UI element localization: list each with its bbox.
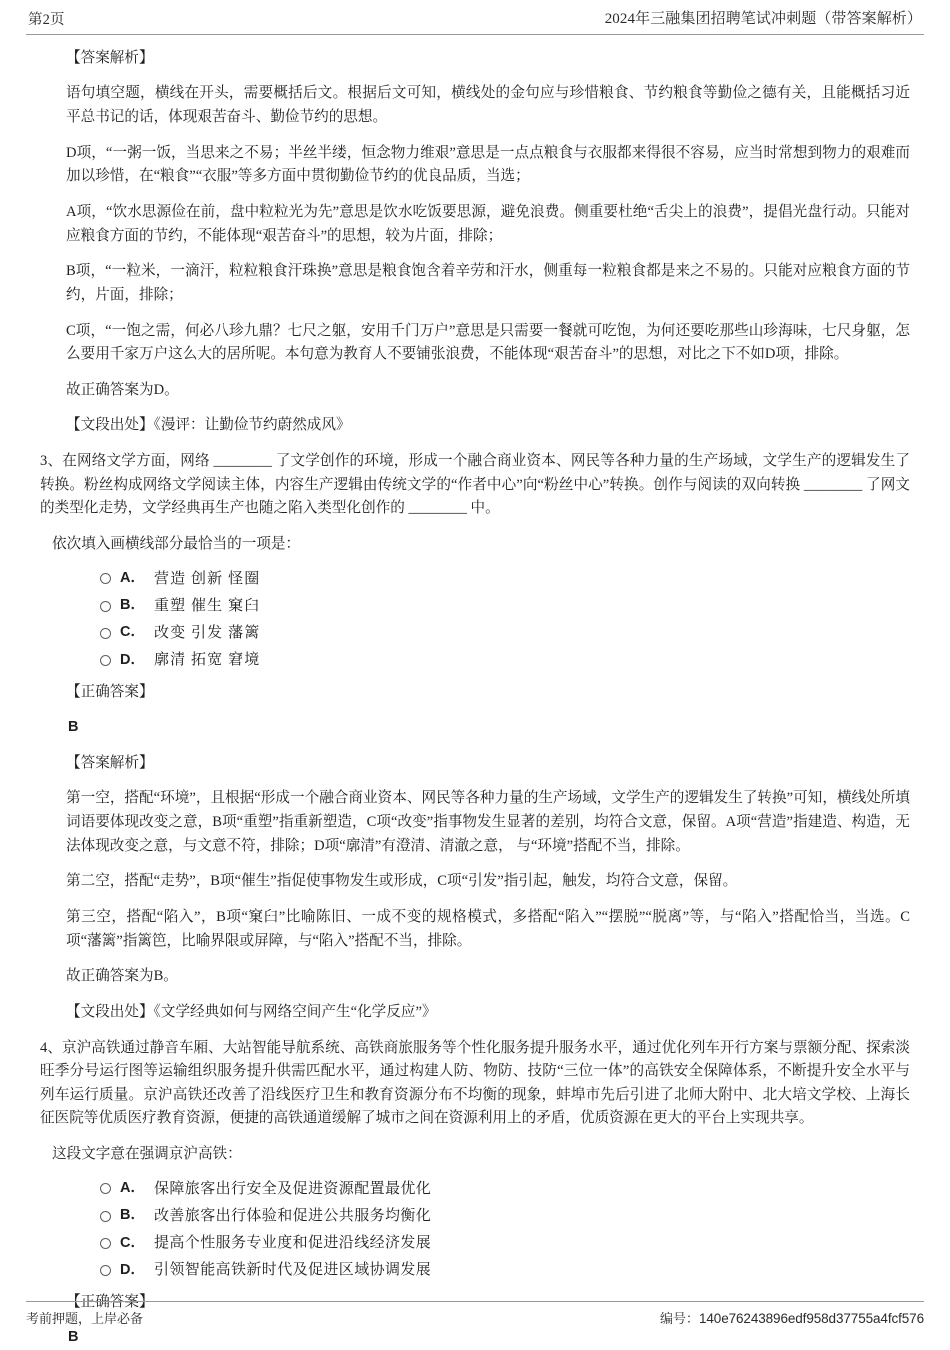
q4-stem: 4、京沪高铁通过静音车厢、大站智能导航系统、高铁商旅服务等个性化服务提升服务水平，通过优化列车开行方案与票额分配、探索淡旺季分号运行图等运输组织服务提升供需匹配水平，通过构建人防、物防、技防“三位一体”的高铁安全保障体系，不断提升安全水平与列车运行质量。京沪高铁还改善了沿线医疗卫生和教育资源分布不均衡的现象，蚌埠市先后引进了北师大附中、北大培文学校、上海长征医院等优质医疗教育资源，便捷的高铁通道缓解了城市之间在资源利用上的矛盾，优质资源在更大的平台上实现共享。 xyxy=(40,1039,910,1127)
q3-analysis-para1: 第一空，搭配“环境”，且根据“形成一个融合商业资本、网民等各种力量的生产场域，文学生产的逻辑发生了转换”可知，横线处所填词语要体现改变之意，B项“重塑”指重新塑造，C项“改变”指事物发生显著的差别，均符合文意，保留。A项“营造”指建造、构造，无法体现改变之意，与文意不符，排除；D项“廓清”有澄清、清澈之意， 与“环境”搭配不当，排除。 xyxy=(66,790,910,854)
q4-option-d-key: D． xyxy=(120,1261,145,1278)
q3-option-b[interactable] xyxy=(100,596,910,616)
q3-option-d[interactable] xyxy=(100,650,910,670)
q3-option-a[interactable] xyxy=(100,569,910,589)
radio-icon[interactable] xyxy=(100,601,111,612)
q4-option-b[interactable] xyxy=(100,1206,910,1226)
q4-option-a-key: A． xyxy=(120,1180,145,1197)
document-content xyxy=(26,35,924,1350)
radio-icon[interactable] xyxy=(100,1265,111,1276)
q2-source xyxy=(40,414,910,438)
q3-analysis-para3: 第三空，搭配“陷入”，B项“窠臼”比喻陈旧、一成不变的规格模式，多搭配“陷入”“摆脱”“脱离”等，与“陷入”搭配恰当，当选。C项“藩篱”指篱笆，比喻界限或屏障，与“陷入”搭配不当，排除。 xyxy=(66,908,910,949)
q2-option-d-analysis: D项，“一粥一饭，当思来之不易；半丝半缕，恒念物力维艰”意思是一点点粮食与衣服都来得很不容易，应当时常想到物力的艰难而加以珍惜，在“粮食”“衣服”等多方面中贯彻勤俭节约的优良品质，当选； xyxy=(66,144,910,185)
q3-source xyxy=(40,1001,910,1025)
q4-question: 这段文字意在强调京沪高铁： xyxy=(52,1146,242,1163)
footer-code-label: 编号： xyxy=(659,1311,699,1326)
q4-option-a[interactable] xyxy=(100,1179,910,1199)
q3-source-title: 《文学经典如何与网络空间产生“化学反应”》 xyxy=(153,1003,437,1020)
q3-option-b-key: B． xyxy=(120,597,145,614)
q4-options xyxy=(40,1179,910,1281)
q4-correct-answer-label: 【正确答案】 xyxy=(66,1293,154,1310)
q4-option-d-text: 引领智能高铁新时代及促进区域协调发展 xyxy=(154,1262,432,1279)
q2-option-b-analysis: B项，“一粒米，一滴汗，粒粒粮食汗珠换”意思是粮食饱含着辛劳和汗水，侧重每一粒粮食都是来之不易的。只能对应粮食方面的节约，片面，排除； xyxy=(66,263,910,303)
q3-conclusion: 故正确答案为B。 xyxy=(66,968,178,985)
page-footer xyxy=(26,1301,924,1327)
q3-option-d-text: 廓清 拓宽 窘境 xyxy=(154,652,261,669)
radio-icon[interactable] xyxy=(100,1183,111,1194)
q3-option-c-key: C． xyxy=(120,624,145,641)
q3-correct-answer-value: B xyxy=(68,719,79,736)
q3-correct-answer-label: 【正确答案】 xyxy=(66,683,154,700)
q3-question: 依次填入画横线部分最恰当的一项是： xyxy=(52,536,301,552)
q3-option-d-key: D． xyxy=(120,651,145,668)
footer-code-value: 140e76243896edf958d37755a4fcf576 xyxy=(698,1311,924,1326)
page-header xyxy=(26,0,924,35)
q2-source-title: 《漫评：让勤俭节约蔚然成风》 xyxy=(153,417,351,434)
radio-icon[interactable] xyxy=(100,573,111,584)
footer-code xyxy=(660,1308,924,1327)
q3-option-a-text: 营造 创新 怪圈 xyxy=(154,570,261,587)
q4-option-b-text: 改善旅客出行体验和促进公共服务均衡化 xyxy=(154,1207,432,1224)
q3-stem: 3、在网络文学方面，网络 ________ 了文学创作的环境，形成一个融合商业资本、网民等各种力量的生产场域，文学生产的逻辑发生了转换。粉丝构成网络文学阅读主体，内容生产逻辑由传统文学的“作者中心”向“粉丝中心”转换。创作与阅读的双向转换 ________ 了网文的类型化走势，文学经典再生产也随之陷入类型化创作的 ________ 中。 xyxy=(40,453,910,517)
q3-option-b-text: 重塑 催生 窠臼 xyxy=(154,597,261,614)
q4-correct-answer-value: B xyxy=(68,1329,79,1346)
page-number-label: 第2页 xyxy=(28,11,65,28)
radio-icon[interactable] xyxy=(100,1238,111,1249)
q3-option-c-text: 改变 引发 藩篱 xyxy=(154,625,261,642)
q4-option-c-key: C． xyxy=(120,1234,145,1251)
q2-conclusion: 故正确答案为D。 xyxy=(66,381,179,398)
q2-analysis-intro: 语句填空题，横线在开头，需要概括后文。根据后文可知，横线处的金句应与珍惜粮食、节约粮食等勤俭之德有关，且能概括习近平总书记的话，体现艰苦奋斗、勤俭节约的思想。 xyxy=(66,85,910,126)
q3-option-c[interactable] xyxy=(100,623,910,643)
q4-option-d[interactable] xyxy=(100,1260,910,1280)
q4-option-a-text: 保障旅客出行安全及促进资源配置最优化 xyxy=(154,1180,432,1197)
q3-source-label: 【文段出处】 xyxy=(66,1003,154,1020)
q2-option-a-analysis: A项，“饮水思源俭在前，盘中粒粒光为先”意思是饮水吃饭要思源，避免浪费。侧重要杜绝“舌尖上的浪费”，提倡光盘行动。只能对应粮食方面的节约，不能体现“艰苦奋斗”的思想，较为片面，排除； xyxy=(66,203,910,244)
q2-source-label: 【文段出处】 xyxy=(66,417,154,434)
radio-icon[interactable] xyxy=(100,655,111,666)
q3-options xyxy=(40,569,910,671)
q2-analysis-label: 【答案解析】 xyxy=(66,49,154,66)
q3-analysis-label: 【答案解析】 xyxy=(66,754,154,771)
q4-option-c-text: 提高个性服务专业度和促进沿线经济发展 xyxy=(154,1235,432,1252)
q2-option-c-analysis: C项，“一饱之需，何必八珍九鼎？七尺之躯，安用千门万户”意思是只需要一餐就可吃饱，为何还要吃那些山珍海味，七尺身躯，怎么要用千家万户这么大的居所呢。本句意为教育人不要铺张浪费，不能体现“艰苦奋斗”的思想，对比之下不如D项，排除。 xyxy=(66,322,910,363)
q4-option-c[interactable] xyxy=(100,1233,910,1253)
q4-option-b-key: B． xyxy=(120,1207,145,1224)
radio-icon[interactable] xyxy=(100,628,111,639)
q3-option-a-key: A． xyxy=(120,569,145,586)
document-title: 2024年三融集团招聘笔试冲刺题（带答案解析） xyxy=(604,11,922,27)
footer-slogan: 考前押题，上岸必备 xyxy=(26,1311,144,1326)
q3-analysis-para2: 第二空，搭配“走势”，B项“催生”指促使事物发生或形成，C项“引发”指引起，触发，均符合文意，保留。 xyxy=(66,873,738,890)
radio-icon[interactable] xyxy=(100,1211,111,1222)
